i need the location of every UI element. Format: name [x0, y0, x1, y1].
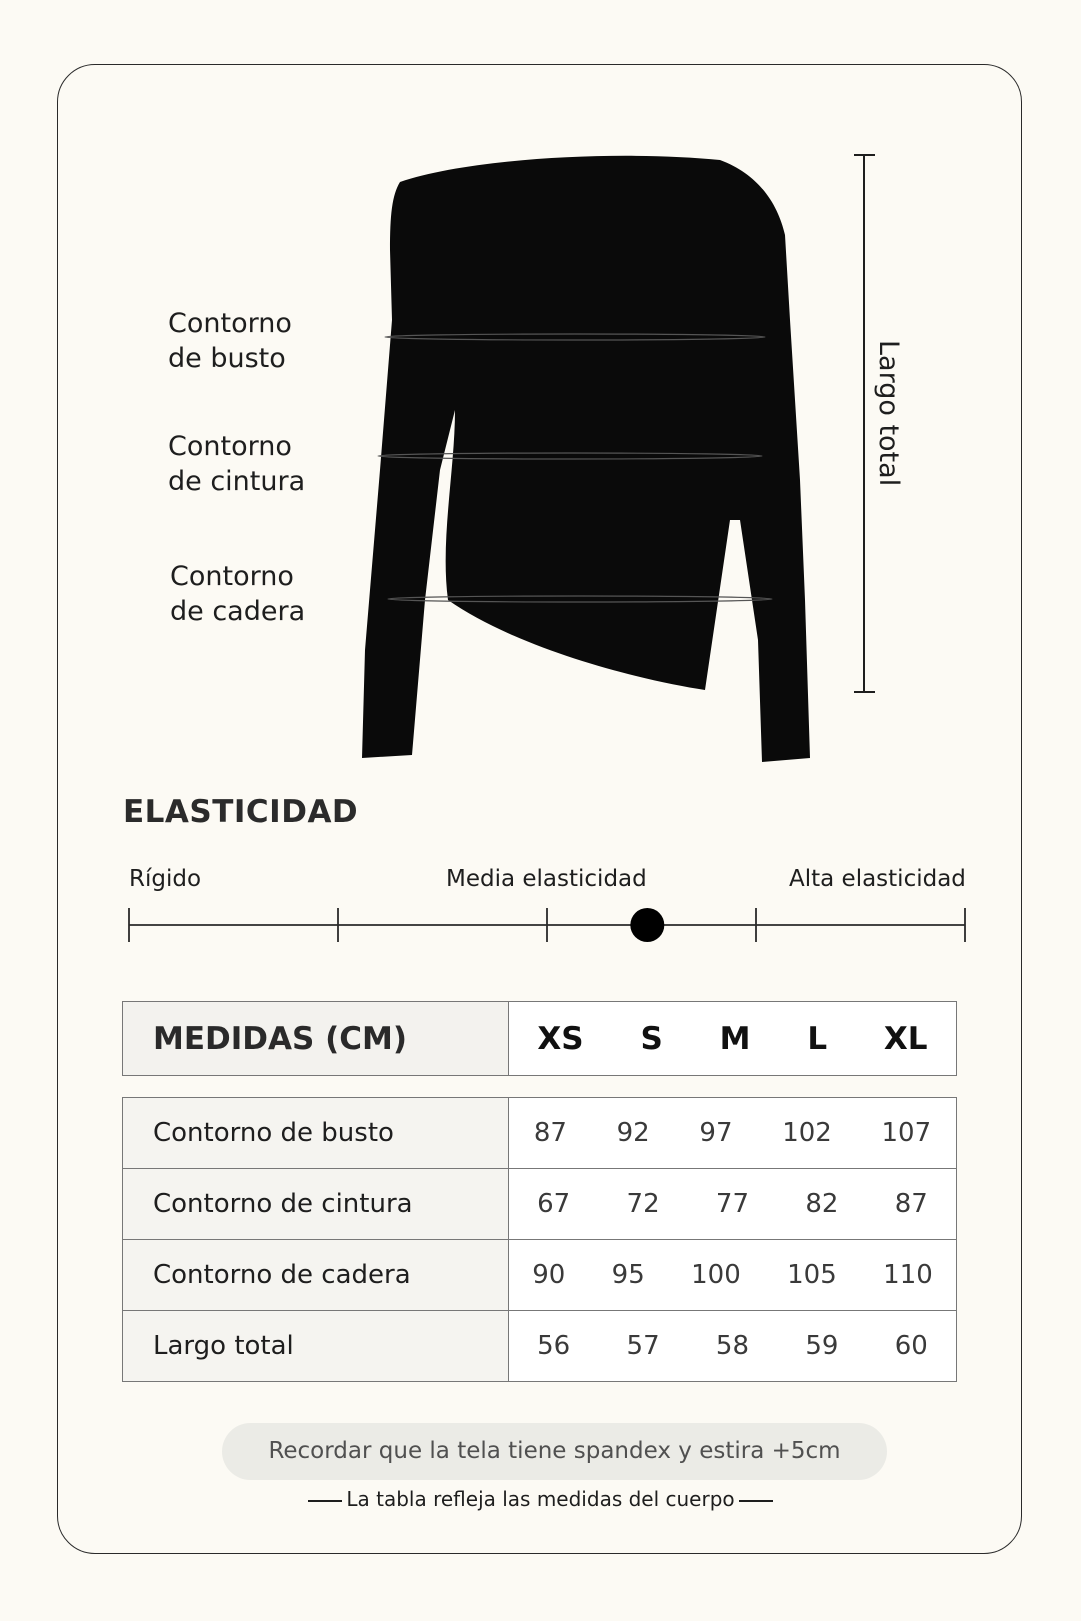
waist-label: Contorno de cintura — [168, 431, 306, 497]
table-row — [123, 1098, 957, 1169]
table-row — [123, 1311, 957, 1382]
cell: 58 — [715, 1331, 750, 1361]
elasticity-scale — [0, 896, 1081, 956]
bust-label: Contorno de busto — [168, 308, 292, 374]
cell: 97 — [699, 1118, 733, 1148]
cell: 57 — [626, 1331, 660, 1361]
size-m: M — [719, 1020, 751, 1057]
cell: 105 — [787, 1260, 837, 1290]
cell: 59 — [805, 1331, 839, 1361]
cell: 110 — [883, 1260, 933, 1290]
hip-label: Contorno de cadera — [170, 561, 306, 627]
row-label: Contorno de cadera — [123, 1240, 509, 1311]
cell: 56 — [537, 1331, 571, 1361]
divider — [739, 1500, 773, 1502]
table-row — [123, 1169, 957, 1240]
scale-label-mid: Media elasticidad — [446, 866, 647, 892]
cell: 90 — [532, 1260, 566, 1290]
cell: 60 — [894, 1331, 928, 1361]
size-xl: XL — [883, 1020, 928, 1057]
size-xs: XS — [537, 1020, 584, 1057]
footer-note — [0, 1487, 1081, 1511]
spandex-note: Recordar que la tela tiene spandex y estira +5cm — [222, 1423, 887, 1480]
row-label: Contorno de busto — [123, 1098, 509, 1169]
cell: 77 — [715, 1189, 750, 1219]
table-title: MEDIDAS (CM) — [123, 1002, 509, 1076]
row-label: Largo total — [123, 1311, 509, 1382]
cell: 82 — [805, 1189, 839, 1219]
size-l: L — [807, 1020, 828, 1057]
size-s: S — [640, 1020, 663, 1057]
elasticity-title: ELASTICIDAD — [123, 794, 359, 830]
row-label: Contorno de cintura — [123, 1169, 509, 1240]
cell: 67 — [537, 1189, 571, 1219]
length-label: Largo total — [873, 340, 904, 487]
cell: 72 — [626, 1189, 660, 1219]
footer-text: La tabla refleja las medidas del cuerpo — [346, 1487, 735, 1511]
cell: 107 — [881, 1118, 932, 1148]
divider — [308, 1500, 342, 1502]
size-columns — [509, 1021, 956, 1057]
cell: 87 — [533, 1118, 567, 1148]
table-row — [123, 1240, 957, 1311]
cell: 87 — [894, 1189, 928, 1219]
size-table — [122, 1097, 957, 1382]
size-table-header — [122, 1001, 957, 1076]
scale-label-high: Alta elasticidad — [789, 866, 966, 892]
cell: 95 — [611, 1260, 645, 1290]
cell: 102 — [782, 1118, 832, 1148]
elasticity-indicator — [630, 908, 664, 942]
scale-label-low: Rígido — [129, 866, 202, 892]
cell: 92 — [616, 1118, 650, 1148]
cell: 100 — [691, 1260, 741, 1290]
garment-illustration — [0, 0, 1081, 800]
